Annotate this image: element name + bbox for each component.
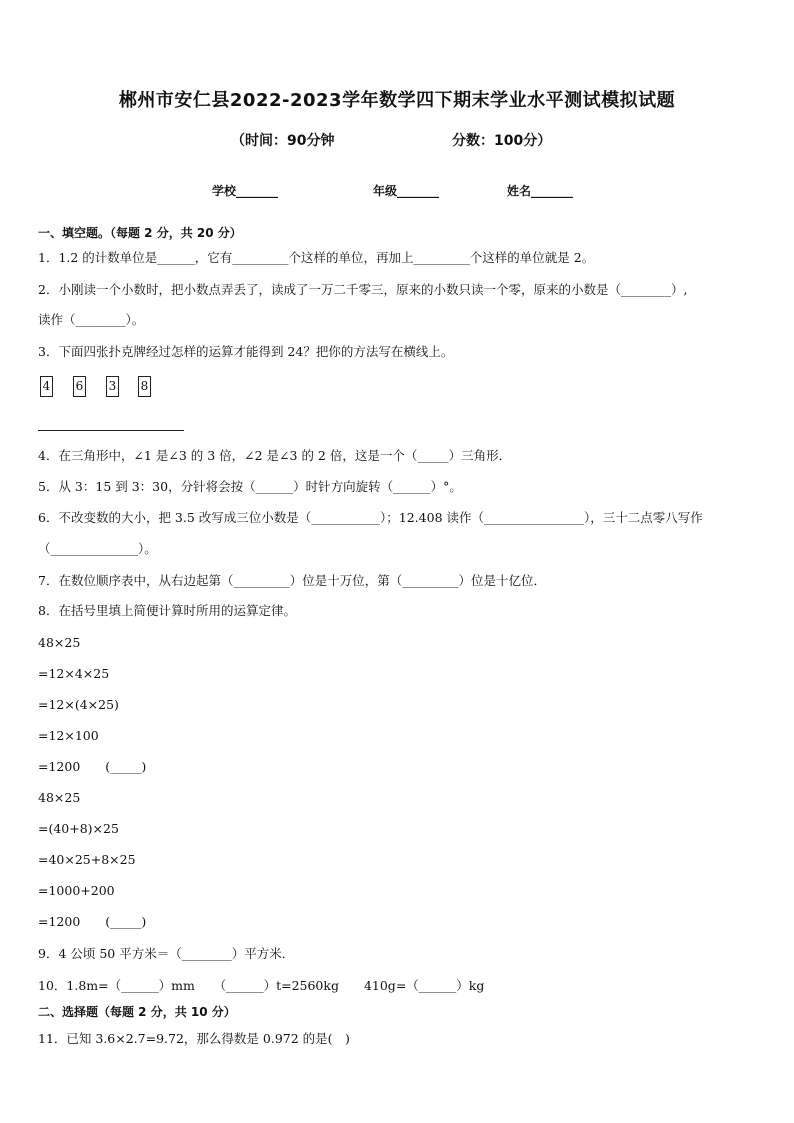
- calc-step: =1000+200: [38, 883, 115, 898]
- calc-step: =12×(4×25): [38, 697, 119, 712]
- question-7: 7．在数位顺序表中，从右边起第（_________）位是十万位，第（_________）位是十亿位．: [38, 573, 546, 588]
- calc-step: =1200 (_____): [38, 914, 147, 929]
- question-1: 1．1.2 的计数单位是______，它有_________个这样的单位，再加上_________个这样的单位就是 2。: [38, 250, 595, 265]
- question-4: 4．在三角形中，∠1 是∠3 的 3 倍，∠2 是∠3 的 2 倍，这是一个（_____）三角形．: [38, 448, 512, 463]
- calc-step: =40×25+8×25: [38, 852, 136, 867]
- school-field: 学校_______: [212, 184, 279, 198]
- calc-step: 48×25: [38, 635, 81, 650]
- question-6-continued: （______________）。: [38, 541, 157, 556]
- poker-card: 8: [138, 376, 151, 397]
- poker-card: 6: [73, 376, 86, 397]
- question-2: 2．小刚读一个小数时，把小数点弄丢了，读成了一万二千零三，原来的小数只读一个零，原来的小数是（________）,: [38, 282, 688, 297]
- calc-step: =12×100: [38, 728, 99, 743]
- exam-time: （时间：90分钟: [231, 133, 335, 149]
- question-10: 10．1.8m=（______）mm （______）t=2560kg 410g=（______）kg: [38, 978, 485, 993]
- question-11: 11．已知 3.6×2.7=9.72，那么得数是 0.972 的是( ): [38, 1031, 350, 1046]
- exam-score: 分数：100分）: [452, 133, 552, 149]
- calc-step: =1200 (_____): [38, 759, 147, 774]
- question-2-continued: 读作（________）。: [38, 312, 145, 327]
- question-5: 5．从 3：15 到 3：30，分针将会按（______）时针方向旋转（______）°。: [38, 479, 462, 494]
- poker-card: 4: [40, 376, 53, 397]
- poker-card: 3: [106, 376, 119, 397]
- exam-meta: [0, 130, 794, 152]
- calc-step: =12×4×25: [38, 666, 110, 681]
- section-choice: 二、选择题（每题 2 分，共 10 分）: [38, 1005, 236, 1019]
- calc-step: 48×25: [38, 790, 81, 805]
- question-3: 3．下面四张扑克牌经过怎样的运算才能得到 24？把你的方法写在横线上。: [38, 344, 454, 359]
- answer-line: [38, 430, 184, 431]
- page-title: 郴州市安仁县2022-2023学年数学四下期末学业水平测试模拟试题: [118, 90, 676, 111]
- name-field: 姓名_______: [507, 184, 574, 198]
- grade-field: 年级_______: [373, 184, 440, 198]
- question-8: 8．在括号里填上简便计算时所用的运算定律。: [38, 603, 296, 618]
- question-6: 6．不改变数的大小，把 3.5 改写成三位小数是（___________）；12.408 读作（________________），三十二点零八写作: [38, 510, 703, 525]
- question-9: 9．4 公顷 50 平方米＝（________）平方米．: [38, 946, 295, 961]
- section-fill-blank: 一、填空题。（每题 2 分，共 20 分）: [38, 226, 242, 240]
- calc-step: =(40+8)×25: [38, 821, 119, 836]
